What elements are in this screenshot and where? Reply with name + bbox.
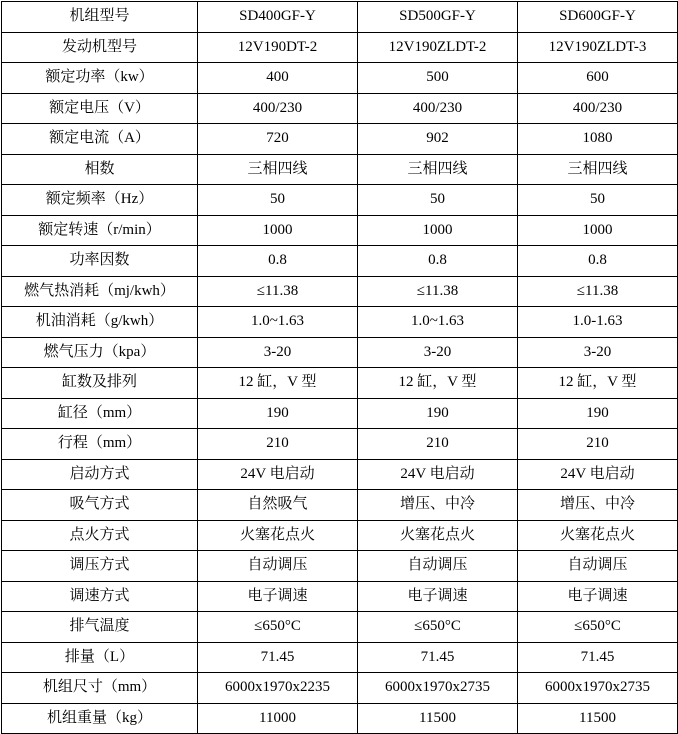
spec-value-cell: 1.0~1.63 [198, 307, 358, 338]
spec-label-cell: 缸径（mm） [2, 398, 198, 429]
spec-value-cell: 190 [518, 398, 678, 429]
spec-value-cell: 6000x1970x2735 [358, 673, 518, 704]
spec-label-cell: 行程（mm） [2, 429, 198, 460]
spec-label-cell: 排气温度 [2, 612, 198, 643]
spec-value-cell: 400/230 [518, 93, 678, 124]
table-row [2, 429, 678, 460]
spec-label-cell: 缸数及排列 [2, 368, 198, 399]
spec-value-cell: 0.8 [358, 246, 518, 277]
spec-value-cell: 400/230 [198, 93, 358, 124]
spec-value-cell: 190 [358, 398, 518, 429]
spec-value-cell: 6000x1970x2735 [518, 673, 678, 704]
spec-value-cell: 50 [198, 185, 358, 216]
table-row [2, 93, 678, 124]
spec-value-cell: SD600GF-Y [518, 2, 678, 33]
table-row [2, 246, 678, 277]
spec-value-cell: 720 [198, 124, 358, 155]
spec-label-cell: 启动方式 [2, 459, 198, 490]
spec-value-cell: ≤11.38 [518, 276, 678, 307]
table-row [2, 581, 678, 612]
table-row [2, 337, 678, 368]
table-row [2, 673, 678, 704]
spec-value-cell: 902 [358, 124, 518, 155]
spec-value-cell: 71.45 [358, 642, 518, 673]
spec-value-cell: 71.45 [198, 642, 358, 673]
spec-value-cell: SD500GF-Y [358, 2, 518, 33]
spec-value-cell: 50 [518, 185, 678, 216]
table-row [2, 642, 678, 673]
table-row [2, 703, 678, 734]
table-row [2, 63, 678, 94]
spec-value-cell: 1000 [518, 215, 678, 246]
spec-value-cell: 1000 [358, 215, 518, 246]
spec-value-cell: 电子调速 [518, 581, 678, 612]
spec-value-cell: 火塞花点火 [358, 520, 518, 551]
spec-value-cell: ≤650°C [358, 612, 518, 643]
spec-value-cell: 210 [358, 429, 518, 460]
table-row [2, 307, 678, 338]
spec-value-cell: ≤650°C [518, 612, 678, 643]
spec-value-cell: 1.0~1.63 [358, 307, 518, 338]
spec-value-cell: 12V190ZLDT-2 [358, 32, 518, 63]
spec-label-cell: 额定频率（Hz） [2, 185, 198, 216]
spec-table-body [2, 2, 678, 734]
spec-value-cell: ≤11.38 [358, 276, 518, 307]
spec-value-cell: 火塞花点火 [518, 520, 678, 551]
spec-value-cell: 210 [198, 429, 358, 460]
spec-label-cell: 发动机型号 [2, 32, 198, 63]
spec-value-cell: 24V 电启动 [358, 459, 518, 490]
spec-label-cell: 点火方式 [2, 520, 198, 551]
table-row [2, 398, 678, 429]
spec-label-cell: 功率因数 [2, 246, 198, 277]
spec-value-cell: 24V 电启动 [198, 459, 358, 490]
spec-label-cell: 相数 [2, 154, 198, 185]
spec-value-cell: 自然吸气 [198, 490, 358, 521]
table-row [2, 124, 678, 155]
spec-value-cell: 190 [198, 398, 358, 429]
spec-value-cell: 400 [198, 63, 358, 94]
spec-value-cell: 12V190DT-2 [198, 32, 358, 63]
spec-value-cell: SD400GF-Y [198, 2, 358, 33]
spec-value-cell: 0.8 [198, 246, 358, 277]
spec-value-cell: 3-20 [358, 337, 518, 368]
spec-value-cell: 210 [518, 429, 678, 460]
spec-value-cell: 火塞花点火 [198, 520, 358, 551]
table-row [2, 215, 678, 246]
spec-value-cell: 自动调压 [198, 551, 358, 582]
table-row [2, 2, 678, 33]
spec-value-cell: ≤650°C [198, 612, 358, 643]
spec-value-cell: 1080 [518, 124, 678, 155]
table-row [2, 368, 678, 399]
spec-value-cell: 600 [518, 63, 678, 94]
table-row [2, 551, 678, 582]
spec-value-cell: 12V190ZLDT-3 [518, 32, 678, 63]
spec-label-cell: 机组尺寸（mm） [2, 673, 198, 704]
table-row [2, 185, 678, 216]
spec-value-cell: 3-20 [518, 337, 678, 368]
table-row [2, 612, 678, 643]
spec-value-cell: 三相四线 [358, 154, 518, 185]
spec-value-cell: 12 缸，V 型 [198, 368, 358, 399]
spec-value-cell: 12 缸，V 型 [518, 368, 678, 399]
generator-spec-table [1, 1, 678, 734]
spec-value-cell: 11500 [518, 703, 678, 734]
spec-value-cell: 500 [358, 63, 518, 94]
spec-value-cell: 6000x1970x2235 [198, 673, 358, 704]
spec-value-cell: 自动调压 [518, 551, 678, 582]
spec-value-cell: 电子调速 [198, 581, 358, 612]
spec-value-cell: 三相四线 [518, 154, 678, 185]
spec-label-cell: 调压方式 [2, 551, 198, 582]
spec-label-cell: 机组型号 [2, 2, 198, 33]
spec-label-cell: 额定转速（r/min） [2, 215, 198, 246]
spec-value-cell: 增压、中冷 [358, 490, 518, 521]
spec-value-cell: 0.8 [518, 246, 678, 277]
spec-label-cell: 机组重量（kg） [2, 703, 198, 734]
table-row [2, 32, 678, 63]
spec-label-cell: 额定功率（kw） [2, 63, 198, 94]
spec-value-cell: 电子调速 [358, 581, 518, 612]
spec-label-cell: 额定电压（V） [2, 93, 198, 124]
spec-value-cell: 50 [358, 185, 518, 216]
spec-label-cell: 燃气热消耗（mj/kwh） [2, 276, 198, 307]
table-row [2, 520, 678, 551]
spec-value-cell: 12 缸，V 型 [358, 368, 518, 399]
spec-label-cell: 排量（L） [2, 642, 198, 673]
spec-label-cell: 额定电流（A） [2, 124, 198, 155]
spec-value-cell: 11000 [198, 703, 358, 734]
spec-value-cell: 3-20 [198, 337, 358, 368]
spec-value-cell: 1.0-1.63 [518, 307, 678, 338]
table-row [2, 276, 678, 307]
table-row [2, 459, 678, 490]
spec-value-cell: ≤11.38 [198, 276, 358, 307]
spec-label-cell: 机油消耗（g/kwh） [2, 307, 198, 338]
spec-value-cell: 71.45 [518, 642, 678, 673]
spec-value-cell: 1000 [198, 215, 358, 246]
spec-value-cell: 自动调压 [358, 551, 518, 582]
spec-value-cell: 增压、中冷 [518, 490, 678, 521]
spec-value-cell: 三相四线 [198, 154, 358, 185]
spec-value-cell: 400/230 [358, 93, 518, 124]
spec-label-cell: 调速方式 [2, 581, 198, 612]
spec-label-cell: 燃气压力（kpa） [2, 337, 198, 368]
spec-label-cell: 吸气方式 [2, 490, 198, 521]
spec-value-cell: 11500 [358, 703, 518, 734]
table-row [2, 490, 678, 521]
table-row [2, 154, 678, 185]
spec-value-cell: 24V 电启动 [518, 459, 678, 490]
